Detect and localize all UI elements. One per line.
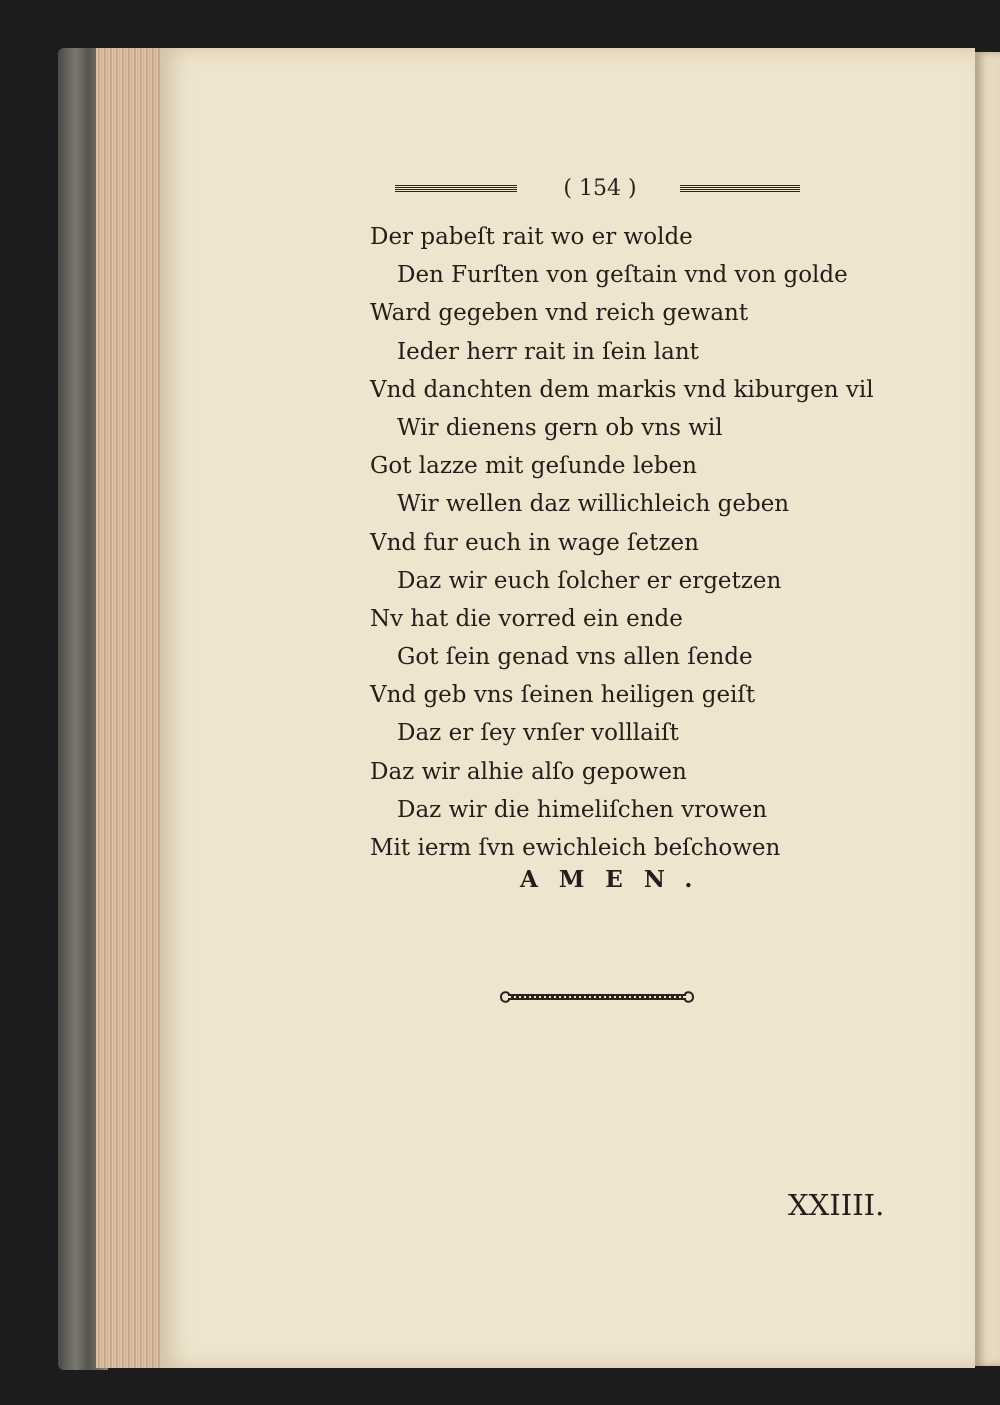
page-stack-edges <box>96 48 166 1368</box>
poem-text <box>370 218 874 867</box>
poem-line: Daz er ſey vnſer volllaiſt <box>397 720 679 747</box>
poem-line: Ward gegeben vnd reich gewant <box>370 300 749 327</box>
poem-line: Got ſein genad vns allen ſende <box>397 644 753 671</box>
closing-word: AMEN. <box>520 866 714 893</box>
header-rule-left <box>395 184 517 192</box>
poem-line: Wir dienens gern ob vns wil <box>397 414 723 441</box>
poem-line: Wir wellen daz willichleich geben <box>397 491 790 518</box>
poem-line: Daz wir alhie alſo gepowen <box>370 758 687 785</box>
poem-line: Ieder herr rait in ſein lant <box>397 338 699 365</box>
catchword: XXIIII. <box>788 1188 885 1222</box>
ornament-rule <box>497 986 697 1008</box>
poem-line: Daz wir die himeliſchen vrowen <box>397 796 768 823</box>
poem-line: Got lazze mit geſunde leben <box>370 453 697 480</box>
facing-page-edge <box>975 52 1000 1366</box>
header-rule-right <box>680 184 800 192</box>
poem-line: Nv hat die vorred ein ende <box>370 605 683 632</box>
poem-line: Der pabeſt rait wo er wolde <box>370 224 693 250</box>
poem-line: Den Furſten von geſtain vnd von golde <box>397 262 848 289</box>
page-header <box>395 176 805 206</box>
poem-line: Vnd danchten dem markis vnd kiburgen vil <box>370 376 874 403</box>
poem-line: Mit ierm ſvn ewichleich beſchowen <box>370 835 781 861</box>
poem-line: Daz wir euch ſolcher er ergetzen <box>397 567 782 594</box>
poem-line: Vnd geb vns ſeinen heiligen geiſt <box>370 682 756 709</box>
poem-line: Vnd fur euch in wage ſetzen <box>370 529 699 556</box>
page-number: ( 154 ) <box>563 176 637 201</box>
